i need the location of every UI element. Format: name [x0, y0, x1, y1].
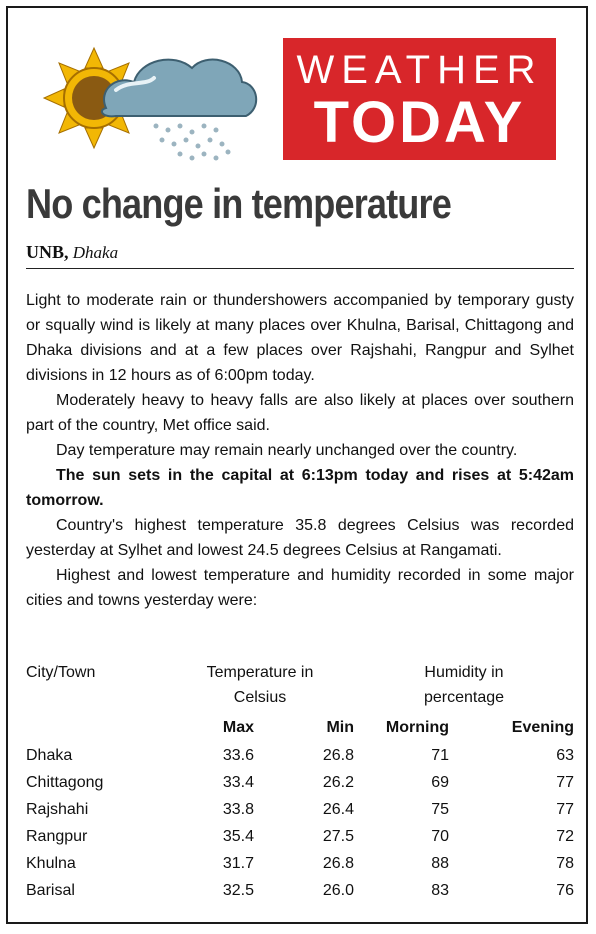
cell-min: 26.4 [322, 800, 354, 818]
col-max: Max [222, 719, 254, 736]
paragraph: Moderately heavy to heavy falls are also likely at places over southern part of the country, Met office said. [26, 392, 574, 434]
paragraph: Country's highest temperature 35.8 degrees Celsius was recorded yesterday at Sylhet and lowest 24.5 degrees Celsius at Rangamati. [26, 517, 574, 559]
paragraph: Light to moderate rain or thundershowers accompanied by temporary gusty or squally wind is likely at many places over Khulna, Barisal, Chittagong and Dhaka divisions and at a few places over Rajshahi, Rangpur and Sylhet divisions in 12 hours as of 6:00pm today. [26, 292, 574, 384]
cell-min: 27.5 [322, 827, 354, 845]
table-header-row [26, 664, 574, 689]
cell-city: Barisal [26, 881, 75, 899]
paragraph: Day temperature may remain nearly unchanged over the country. [56, 442, 518, 459]
cell-min: 26.8 [322, 746, 354, 764]
paragraph-highlight: The sun sets in the capital at 6:13pm today and rises at 5:42am tomorrow. [26, 467, 574, 509]
col-evening: Evening [511, 719, 574, 736]
table-row [26, 769, 574, 796]
byline-place: Dhaka [72, 243, 119, 262]
cell-morning: 88 [431, 854, 449, 872]
cell-max: 32.5 [222, 881, 254, 899]
table-row [26, 796, 574, 823]
table-row [26, 850, 574, 877]
cell-min: 26.2 [322, 773, 354, 791]
table-subheader-row [26, 714, 574, 742]
cell-evening: 72 [556, 827, 574, 845]
cell-morning: 70 [431, 827, 449, 845]
header-humidity: Humidity in [424, 664, 504, 681]
weather-today-banner [283, 38, 556, 160]
cell-city: Dhaka [26, 746, 73, 764]
cell-min: 26.8 [322, 854, 354, 872]
cell-max: 33.4 [222, 773, 254, 791]
cell-max: 31.7 [222, 854, 254, 872]
byline-divider [26, 268, 574, 269]
header-temperature-unit: Celsius [233, 689, 287, 706]
cell-morning: 69 [431, 773, 449, 791]
banner-line-weather: WEATHER [296, 48, 543, 92]
table-row [26, 877, 574, 904]
cell-morning: 75 [431, 800, 449, 818]
cell-max: 35.4 [222, 827, 254, 845]
weather-table [26, 664, 574, 904]
col-morning: Morning [385, 719, 449, 736]
header-humidity-unit: percentage [423, 689, 505, 706]
cell-evening: 63 [556, 746, 574, 764]
header-city: City/Town [26, 664, 96, 681]
header-temperature: Temperature in [206, 664, 314, 681]
cell-evening: 77 [556, 773, 574, 791]
table-row [26, 823, 574, 850]
cell-evening: 76 [556, 881, 574, 899]
table-header-row [26, 689, 574, 714]
table-row [26, 742, 574, 769]
article-body [26, 288, 574, 613]
sun-cloud-rain-icon [36, 30, 276, 165]
cell-max: 33.8 [222, 800, 254, 818]
banner-line-today: TODAY [313, 90, 526, 155]
cell-city: Chittagong [26, 773, 104, 791]
cell-evening: 78 [556, 854, 574, 872]
cell-morning: 71 [431, 746, 449, 764]
col-min: Min [326, 719, 354, 736]
byline [26, 242, 118, 263]
cell-city: Khulna [26, 854, 76, 872]
cell-min: 26.0 [322, 881, 354, 899]
cell-city: Rajshahi [26, 800, 89, 818]
byline-agency: UNB, [26, 242, 69, 262]
headline: No change in temperature [26, 180, 451, 227]
cell-max: 33.6 [222, 746, 254, 764]
cell-evening: 77 [556, 800, 574, 818]
paragraph: Highest and lowest temperature and humidity recorded in some major cities and towns yesterday were: [26, 567, 574, 609]
cell-morning: 83 [431, 881, 449, 899]
cell-city: Rangpur [26, 827, 88, 845]
